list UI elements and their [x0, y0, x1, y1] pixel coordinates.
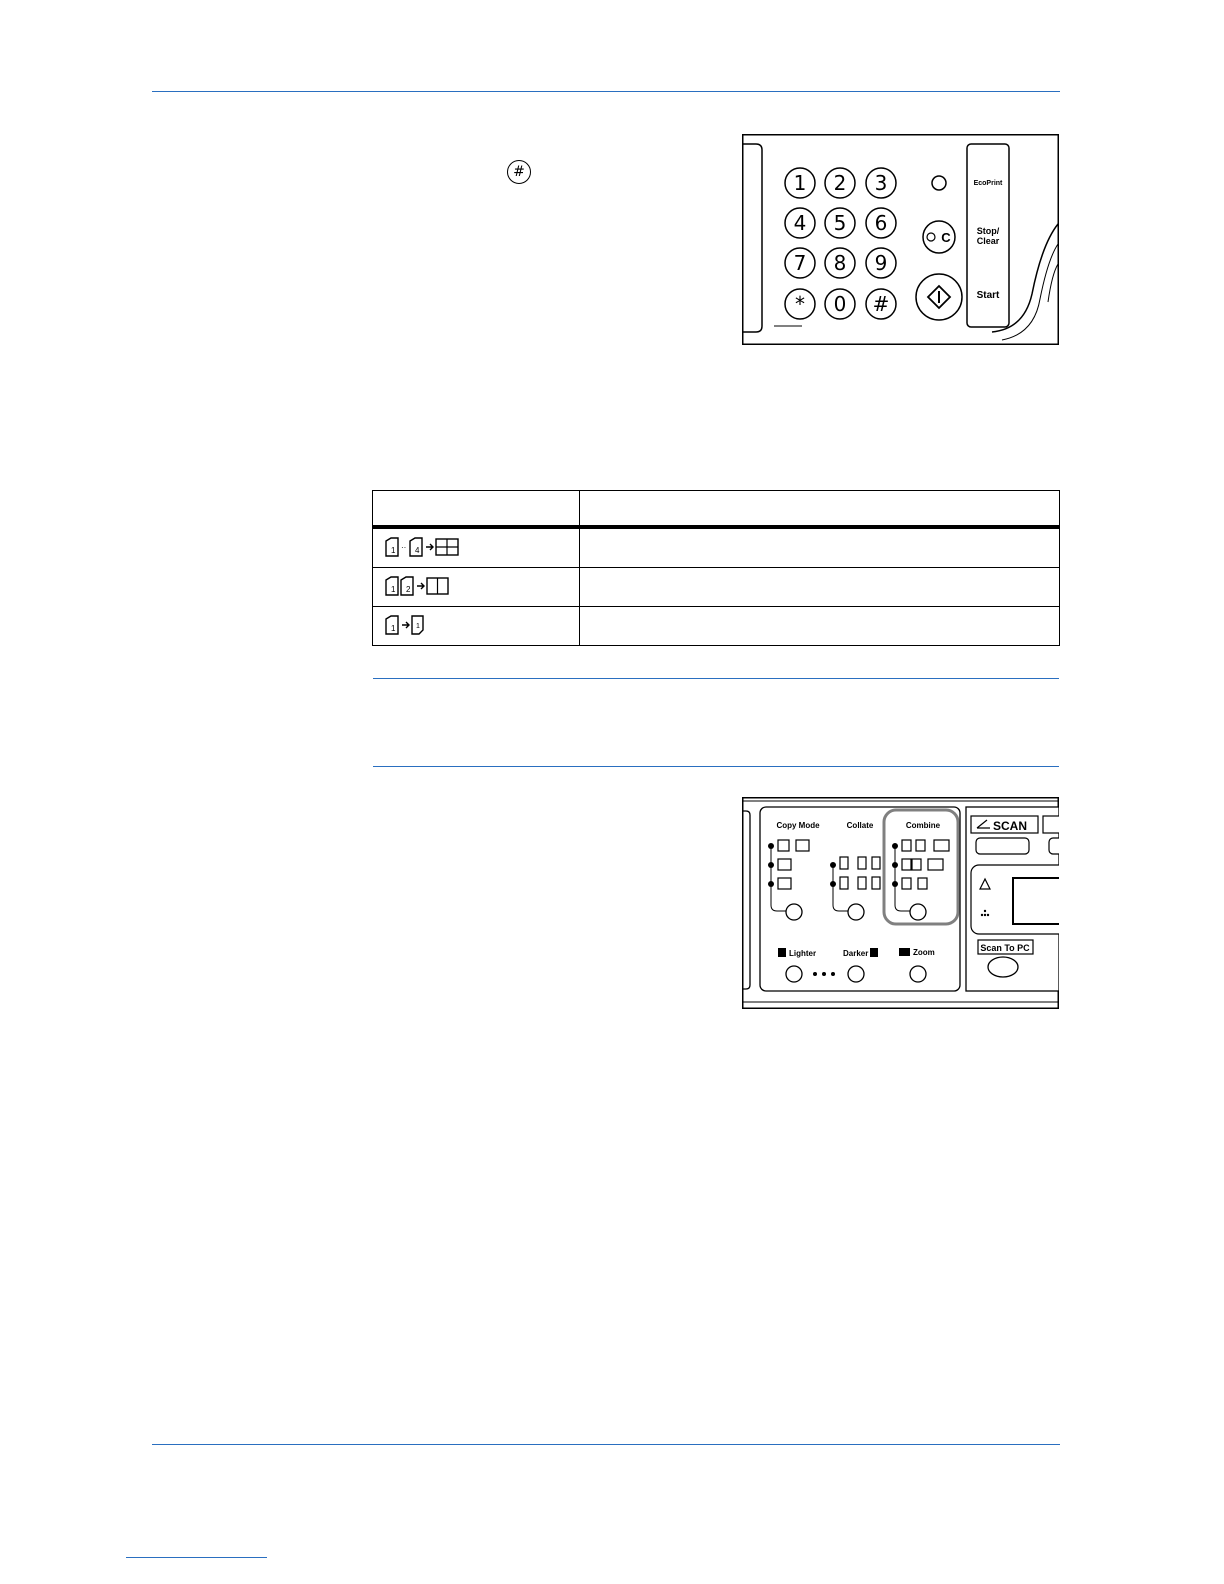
table-cell	[580, 527, 1060, 568]
scan-label: SCAN	[992, 819, 1028, 833]
lighter-label: Lighter	[789, 949, 817, 958]
keypad-key	[825, 168, 855, 198]
combine-2-in-1-icon	[373, 568, 580, 607]
table-row	[373, 527, 1060, 568]
keypad-key	[825, 289, 855, 319]
keypad-key-label: 4	[793, 211, 807, 235]
keypad-key-label: 5	[833, 211, 847, 235]
footer-rule	[152, 1444, 1060, 1445]
keypad-key-label: 1	[793, 171, 807, 195]
scan-to-pc-label: Scan To PC	[980, 943, 1030, 953]
table-row	[373, 568, 1060, 607]
table-header-cell	[580, 491, 1060, 528]
keypad-key-label: 9	[874, 251, 888, 275]
keypad-key	[866, 289, 896, 319]
table-cell	[580, 568, 1060, 607]
keypad-key	[785, 208, 815, 238]
zoom-label: Zoom	[913, 948, 935, 957]
keypad-key-label: 0	[833, 292, 847, 316]
svg-text:··: ··	[401, 543, 407, 552]
start-label: Start	[976, 290, 1000, 301]
keypad-key	[785, 168, 815, 198]
header-rule	[152, 91, 1060, 92]
keypad-key	[785, 289, 815, 319]
footer-link-underline[interactable]	[126, 1557, 267, 1558]
table-row	[373, 607, 1060, 646]
keypad-key-label: 3	[874, 171, 888, 195]
darker-label: Darker	[843, 949, 869, 958]
collate-label: Collate	[846, 821, 874, 830]
keypad-key	[785, 248, 815, 278]
svg-text:1: 1	[391, 546, 396, 555]
combine-modes-table	[372, 490, 1060, 646]
table-cell	[580, 607, 1060, 646]
clear-key-label: C	[941, 230, 951, 245]
keypad-key-label: #	[872, 292, 890, 316]
svg-text:2: 2	[406, 585, 411, 594]
table-header-cell	[373, 491, 580, 528]
combine-label: Combine	[905, 821, 941, 830]
keypad-key	[866, 208, 896, 238]
keypad-key	[825, 208, 855, 238]
svg-text:1: 1	[391, 585, 396, 594]
operation-panel-illustration	[742, 797, 1059, 1009]
keypad-key	[866, 248, 896, 278]
combine-off-icon	[373, 607, 580, 646]
keypad-key-label: 7	[793, 251, 807, 275]
svg-text:1: 1	[391, 624, 396, 633]
stop-label-1: Stop/	[976, 226, 1000, 236]
keypad-panel-illustration	[742, 134, 1059, 345]
note-top-rule	[373, 678, 1059, 679]
stop-label-2: Clear	[976, 236, 1000, 246]
note-bottom-rule	[373, 766, 1059, 767]
copy-mode-label: Copy Mode	[776, 821, 820, 830]
hash-key-icon: #	[507, 160, 531, 184]
table-header-row	[373, 491, 1060, 528]
keypad-key-label: *	[795, 292, 805, 316]
keypad-key	[866, 168, 896, 198]
keypad-key-label: 8	[833, 251, 847, 275]
svg-text:4: 4	[415, 546, 420, 555]
keypad-key-label: 6	[874, 211, 888, 235]
ecoprint-label: EcoPrint	[973, 180, 1003, 187]
keypad-key-label: 2	[833, 171, 847, 195]
svg-text:1: 1	[416, 623, 420, 630]
keypad-key	[825, 248, 855, 278]
combine-4-in-1-icon	[373, 527, 580, 568]
